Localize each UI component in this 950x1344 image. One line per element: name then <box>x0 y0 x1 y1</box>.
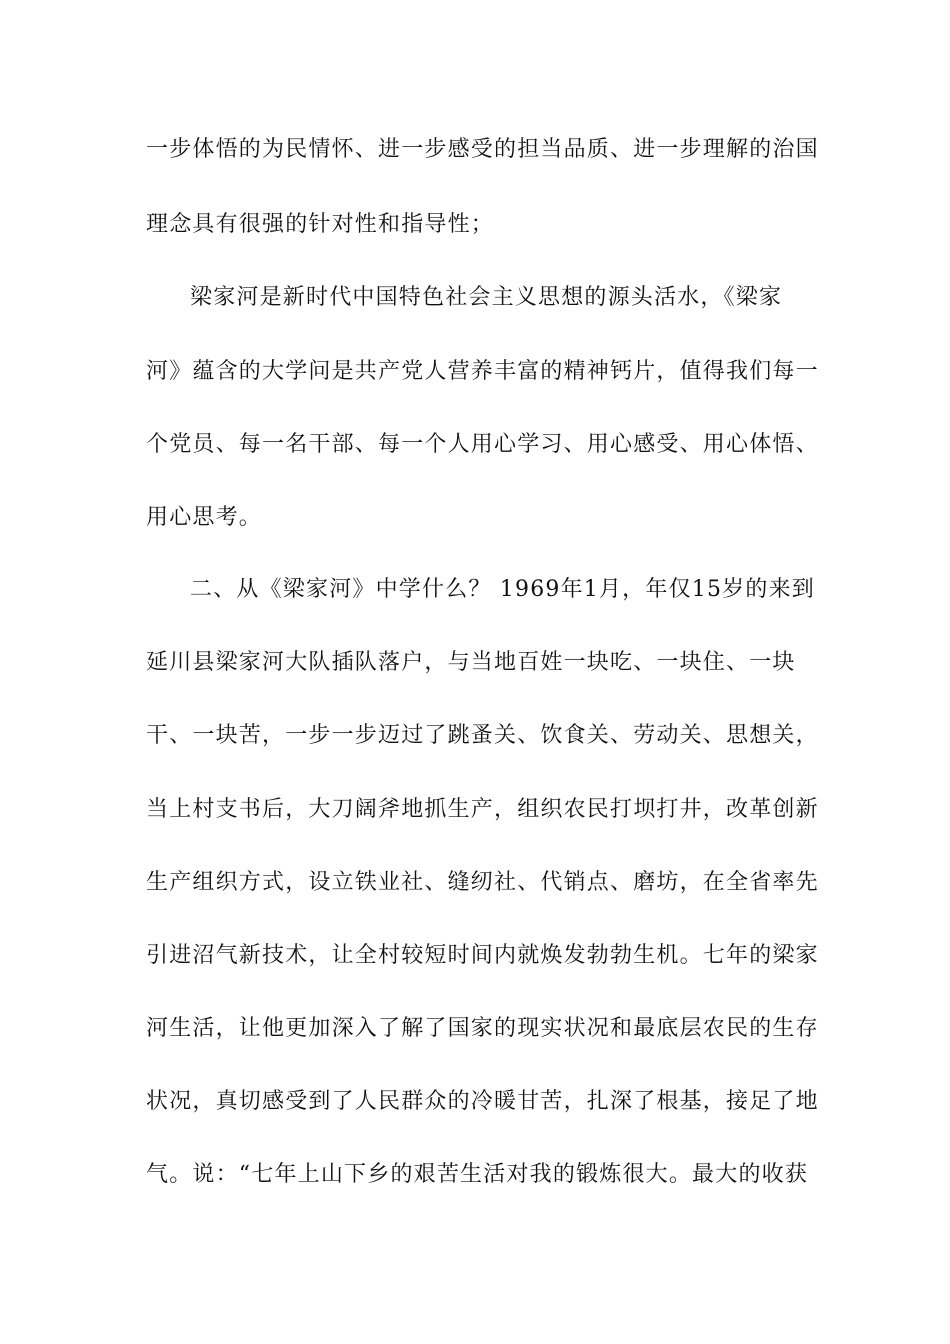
text-line: 状况，真切感受到了人民群众的冷暖甘苦，扎深了根基，接足了地 <box>146 1089 819 1114</box>
text-line: 延川县梁家河大队插队落户，与当地百姓一块吃、一块住、一块 <box>146 650 796 675</box>
text-line: 用心思考。 <box>146 505 263 530</box>
text-line: 引进沼气新技术，让全村较短时间内就焕发勃勃生机。七年的梁家 <box>146 943 819 968</box>
text-line: 生产组织方式，设立铁业社、缝纫社、代销点、磨坊，在全省率先 <box>146 870 819 895</box>
text-line: 干、一块苦，一步一步迈过了跳蚤关、饮食关、劳动关、思想关， <box>146 723 819 748</box>
section-heading-line: 二、从《梁家河》中学什么？ 1969年1月，年仅15岁的来到 <box>190 577 815 602</box>
text-line: 当上村支书后，大刀阔斧地抓生产，组织农民打坝打井，改革创新 <box>146 797 819 822</box>
text-line: 气。说：“七年上山下乡的艰苦生活对我的锻炼很大。最大的收获 <box>146 1162 809 1187</box>
paragraph-start-line: 梁家河是新时代中国特色社会主义思想的源头活水，《梁家 <box>190 285 783 310</box>
text-line: 个党员、每一名干部、每一个人用心学习、用心感受、用心体悟、 <box>146 432 819 457</box>
text-line: 理念具有很强的针对性和指导性； <box>146 212 495 237</box>
text-line: 河》蕴含的大学问是共产党人营养丰富的精神钙片，值得我们每一 <box>146 359 819 384</box>
text-line: 一步体悟的为民情怀、进一步感受的担当品质、进一步理解的治国 <box>146 137 819 162</box>
text-line: 河生活，让他更加深入了解了国家的现实状况和最底层农民的生存 <box>146 1016 819 1041</box>
